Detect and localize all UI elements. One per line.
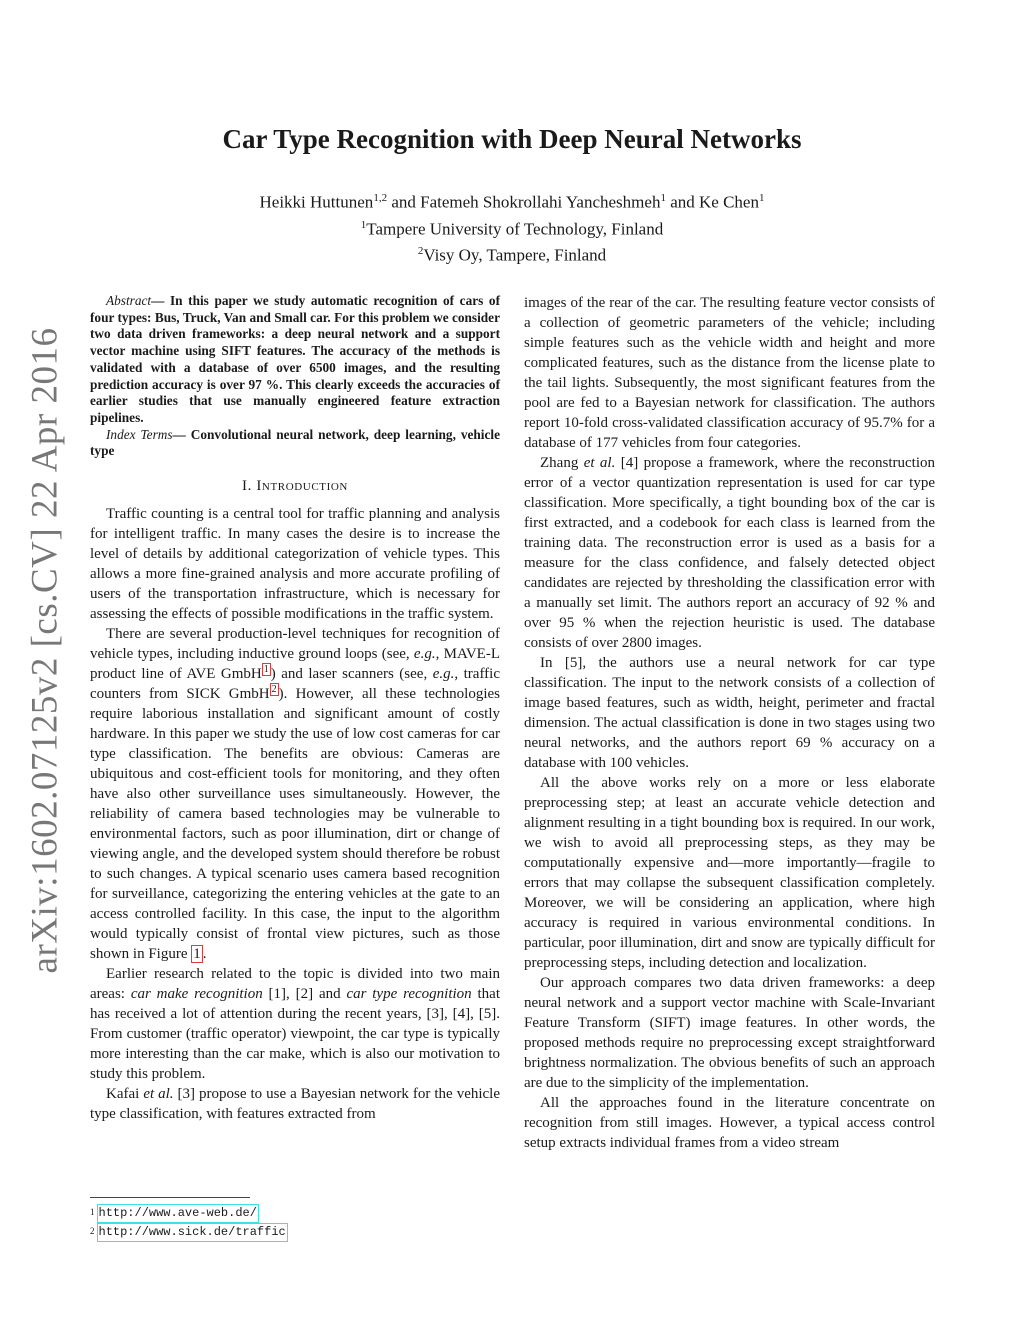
author-name: and Ke Chen — [665, 192, 759, 212]
footnote-link-2[interactable]: 2 — [271, 684, 277, 696]
abstract-label: Abstract — [106, 293, 152, 308]
footnote-url-2[interactable]: http://www.sick.de/traffic — [97, 1223, 288, 1242]
right-paragraph-4: All the above works rely on a more or less elaborate preprocessing step; at least an accurate vehicle detection and alignment resulting in a tight bounding box is required. In our work, we wish to avoid all preprocessing steps, as they may be computationally expensive and—more importantly—fragile to errors that may collapse the subsequent classification completely. Moreover, we will be considering an application, where high accuracy is required in various environmental conditions. In particular, poor illumination, dirt and snow are typically difficult for preprocessing steps, including detection and localization. — [524, 775, 935, 971]
abstract — [90, 293, 500, 427]
author-affiliation-mark: 1 — [660, 192, 666, 204]
author-block — [0, 187, 1024, 267]
right-paragraph-6: All the approaches found in the literature concentrate on recognition from still images. However, a typical access control setup extracts individual frames from a video stream — [524, 1095, 935, 1151]
paper-title: Car Type Recognition with Deep Neural Networks — [222, 124, 802, 154]
author-affiliation-mark: 1,2 — [373, 192, 388, 204]
intro-paragraph-1: Traffic counting is a central tool for traffic planning and analysis for intelligent traffic. In many cases the desire is to increase the level of details by additional categorization of vehicle types. This allows a more fine-grained analysis and more accurate profiling of users of the transportation infrastructure, which is necessary for assessing the effects of possible modifications in the traffic system. — [90, 506, 500, 623]
right-paragraph-1: images of the rear of the car. The resulting feature vector consists of a collection of geometric parameters of the vehicle; including simple features such as the vehicle width and height and more complicated features, such as the distance from the license plate to the tail lights. Subsequently, the most significant features from the pool are fed to a Bayesian network for classification. The authors report 10-fold cross-validated classification accuracy of 95.7% for a database of 177 vehicles from four categories. — [524, 295, 935, 451]
intro-paragraph-4: Kafai et al. [3] propose to use a Bayesian network for the vehicle type classification, with features extracted from — [90, 1086, 501, 1123]
footnotes — [90, 1197, 500, 1242]
author-name: and Fatemeh Shokrollahi Yancheshmeh — [387, 192, 661, 212]
section-heading: I. Introduction — [242, 478, 348, 495]
footnote-url-1[interactable]: http://www.ave-web.de/ — [97, 1204, 259, 1223]
footnote-2: 2 http://www.sick.de/traffic — [90, 1223, 500, 1242]
affiliation-2: $^2$Visy Oy, Tampere, Finland — [417, 245, 607, 265]
right-paragraph-3: In [5], the authors use a neural network for car type classification. The input to the network consists of a collection of image based features, such as width, height, perimeter and fractal dimension. The actual classification is done in two stages using two neural networks, and the authors report 69 % accuracy on a database with 100 vehicles. — [524, 655, 935, 771]
right-paragraph-2: Zhang et al. [4] propose a framework, where the reconstruction error of a vector quantization representation is used for car type classification. More specifically, a tight bounding box of the car is first extracted, and a codebook for each class is learned from the training data. The reconstruction error is used as a basis for a measure for the class confidence, and falsely detected object candidates are rejected by thresholding the classification error with a manually set limit. The authors report an accuracy of 92 % and over 95 % when the rejection heuristic is used. The database consists of over 2800 images. — [524, 455, 936, 651]
footnote-link-1[interactable]: 1 — [263, 664, 269, 676]
index-terms-text: — Convolutional neural network, deep learning, vehicle type — [90, 426, 500, 459]
intro-paragraph-3: Earlier research related to the topic is divided into two main areas: car make recognition [1], [2] and car type recognition that has received a lot of attention during the recent years, [3], [4], [5]. From customer (traffic operator) viewpoint, the car type is typically more interesting than the car make, which is also our motivation to study this problem. — [90, 966, 501, 1083]
author-line — [0, 187, 1024, 214]
index-terms — [90, 427, 500, 460]
author-name: Heikki Huttunen — [259, 192, 374, 212]
footnote-rule — [90, 1197, 250, 1198]
index-terms-label: Index Terms — [106, 426, 173, 442]
right-paragraph-5: Our approach compares two data driven frameworks: a deep neural network and a support vector machine with Scale-Invariant Feature Transform (SIFT) image features. In other words, the proposed methods require no preprocessing except straightforward brightness normalization. The obvious benefits of such an approach are due to the simplicity of the implementation. — [524, 975, 935, 1091]
left-column — [90, 293, 500, 1124]
abstract-text: — In this paper we study automatic recognition of cars of four types: Bus, Truck, Van and Small car. For this problem we consider two data driven frameworks: a deep neural network and a support vector machine using SIFT features. The accuracy of the methods is validated with a database of over 6500 images, and the resulting prediction accuracy is over 97 %. This clearly exceeds the accuracies of earlier studies that use manually engineered feature extraction pipelines. — [90, 293, 500, 425]
footnote-1: 1 http://www.ave-web.de/ — [90, 1204, 500, 1223]
right-column — [524, 293, 935, 1153]
intro-paragraph-2: There are several production-level techniques for recognition of vehicle types, including inductive ground loops (see, e.g., MAVE-L product line of AVE GmbH $^1$ ) and laser scanners (see, e.g., traffic counters from SICK GmbH $^2$ ). However, all these technologies require laborious installation and significant amount of costly hardware. In this paper we study the use of low cost cameras for car type classification. The benefits are obvious: Cameras are ubiquitous and cost-efficient tools for monitoring, and they often have also other surveillance uses simultaneously. However, the reliability of camera based technologies may be vulnerable to environmental factors, such as poor illumination, dirt or change of viewing angle, and the developed system should therefore be robust to such changes. A typical scenario uses camera based recognition for surveillance, categorizing the entering vehicles at the gate to an access controlled facility. In this case, the input to the algorithm would typically consist of frontal view pictures, such as those shown in Figure 1 . — [90, 626, 501, 963]
author-affiliation-mark: 1 — [758, 192, 765, 204]
figure-link[interactable]: 1 — [193, 946, 201, 963]
affiliation-1: $^1$Tampere University of Technology, Finland — [360, 218, 664, 239]
arxiv-stamp: arXiv:1602.07125v2 [cs.CV] 22 Apr 2016 — [24, 327, 66, 973]
